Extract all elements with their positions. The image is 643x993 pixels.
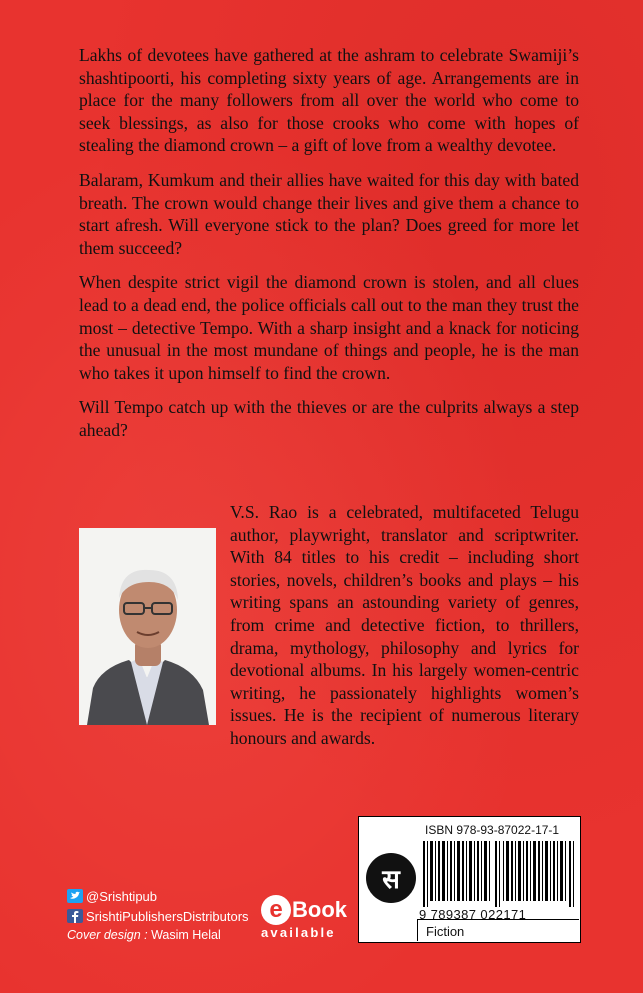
twitter-icon xyxy=(67,889,83,903)
isbn-text: ISBN 978-93-87022-17-1 xyxy=(425,823,560,837)
twitter-handle: @Srishtipub xyxy=(86,888,158,904)
blurb-paragraph-1: Lakhs of devotees have gathered at the ashram to celebrate Swamiji’s shashtipoorti, his completing sixty years of age. Arrangements are in place for the many followers from all over the world who come to seek blessings, as also for those crooks who come with hopes of stealing the diamond crown – a gift of love from a wealthy devotee. xyxy=(79,45,579,156)
ebook-word: Book xyxy=(292,897,347,922)
blurb-paragraph-4: Will Tempo catch up with the thieves or are the culprits always a step ahead? xyxy=(79,397,579,440)
facebook-icon xyxy=(67,909,83,923)
facebook-page: SrishtiPublishersDistributors xyxy=(86,908,249,924)
twitter-link[interactable] xyxy=(67,887,249,905)
author-photo xyxy=(79,528,216,725)
facebook-link[interactable] xyxy=(67,907,249,925)
barcode-box xyxy=(358,816,581,943)
genre-label: Fiction xyxy=(417,919,579,941)
cover-design-credit xyxy=(67,928,249,942)
cover-design-label: Cover design xyxy=(67,928,141,942)
cover-design-separator: : xyxy=(140,928,152,942)
author-bio: V.S. Rao is a celebrated, multifaceted Telugu author, playwright, translator and scriptwriter. With 84 titles to his credit – including short stories, novels, children’s books and plays – his writing spans an astounding variety of genres, from crime and detective fiction, to thrillers, drama, mythology, philosophy and lyrics for devotional albums. In his largely women-centric writing, he passionately highlights women’s issues. He is the recipient of numerous literary honours and awards. xyxy=(230,502,579,748)
blurb-paragraph-3: When despite strict vigil the diamond crown is stolen, and all clues lead to a dead end, the police officials call out to the man they trust the most – detective Tempo. With a sharp insight and a knack for noticing the unusual in the most mundane of things and people, he is the man who takes it upon himself to find the crown. xyxy=(79,272,579,383)
ebook-available: available xyxy=(261,925,336,940)
ebook-e-icon: e xyxy=(261,895,291,925)
barcode-number: 9 789387 022171 xyxy=(419,907,527,922)
blurb-paragraph-2: Balaram, Kumkum and their allies have waited for this day with bated breath. The crown would change their lives and give them a chance to start afresh. Will everyone stick to the plan? Does greed for more let them succeed? xyxy=(79,169,579,258)
barcode-bars xyxy=(423,841,575,907)
author-portrait-image xyxy=(79,528,216,725)
ebook-badge xyxy=(259,893,347,943)
publisher-logo: स xyxy=(366,853,416,903)
blurb xyxy=(79,44,579,454)
cover-designer-name: Wasim Helal xyxy=(151,928,221,942)
social-links xyxy=(67,887,249,942)
